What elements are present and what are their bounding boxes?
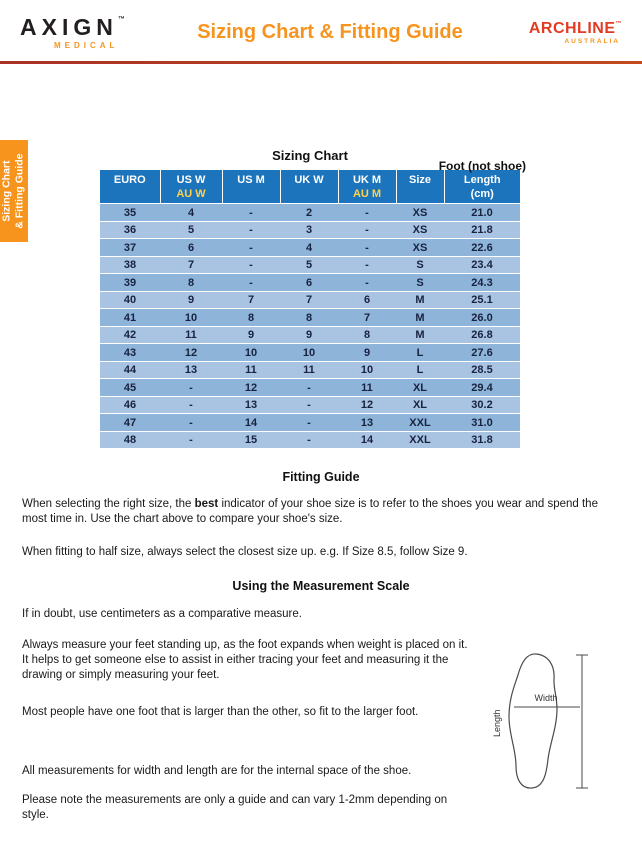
table-cell: 46: [100, 396, 160, 414]
page-header: [0, 0, 642, 61]
table-cell: M: [396, 291, 444, 309]
table-cell: 31.0: [444, 414, 520, 432]
sizing-table-body: [100, 204, 520, 449]
table-cell: -: [338, 204, 396, 222]
table-cell: 15: [222, 431, 280, 448]
foot-not-shoe-note: Foot (not shoe): [438, 159, 526, 173]
table-cell: -: [280, 414, 338, 432]
table-cell: 21.0: [444, 204, 520, 222]
table-cell: -: [222, 221, 280, 239]
table-cell: -: [222, 204, 280, 222]
table-cell: XXL: [396, 414, 444, 432]
paragraph-guide-only: Please note the measurements are only a guide and can vary 1-2mm depending on style.: [22, 793, 448, 822]
table-cell: 6: [160, 239, 222, 257]
table-cell: 8: [160, 274, 222, 292]
table-cell: 5: [280, 256, 338, 274]
table-cell: 4: [280, 239, 338, 257]
table-cell: 14: [338, 431, 396, 448]
sizing-table-head-row: [100, 170, 520, 204]
table-cell: 28.5: [444, 361, 520, 379]
length-label: Length: [492, 709, 502, 737]
table-cell: 6: [338, 291, 396, 309]
table-cell: 9: [338, 344, 396, 362]
table-cell: 7: [222, 291, 280, 309]
table-cell: 10: [160, 309, 222, 327]
table-cell: 7: [160, 256, 222, 274]
trademark-symbol: ™: [117, 15, 125, 23]
table-cell: 12: [222, 379, 280, 397]
table-cell: 4: [160, 204, 222, 222]
table-cell: -: [222, 256, 280, 274]
table-cell: -: [222, 274, 280, 292]
table-cell: 13: [338, 414, 396, 432]
table-cell: -: [280, 396, 338, 414]
table-row: [100, 221, 520, 239]
table-cell: 36: [100, 221, 160, 239]
paragraph-larger-foot: Most people have one foot that is larger than the other, so fit to the larger foot.: [22, 705, 419, 718]
paragraph-half-size: When fitting to half size, always select the closest size up. e.g. If Size 8.5, follow Size 9.: [22, 545, 468, 558]
table-cell: XL: [396, 379, 444, 397]
foot-outline-diagram: [492, 649, 592, 794]
column-header: Length (cm): [444, 170, 520, 204]
table-cell: -: [280, 379, 338, 397]
table-cell: 11: [222, 361, 280, 379]
table-row: [100, 431, 520, 448]
table-row: [100, 344, 520, 362]
table-row: [100, 361, 520, 379]
header-divider: [0, 61, 642, 64]
table-cell: -: [160, 396, 222, 414]
table-cell: -: [338, 274, 396, 292]
table-row: [100, 291, 520, 309]
table-cell: 23.4: [444, 256, 520, 274]
table-cell: 3: [280, 221, 338, 239]
table-cell: 48: [100, 431, 160, 448]
table-row: [100, 274, 520, 292]
table-cell: 44: [100, 361, 160, 379]
sizing-chart-title: Sizing Chart: [272, 148, 348, 163]
table-cell: -: [160, 379, 222, 397]
table-cell: 13: [222, 396, 280, 414]
measurement-scale-title: Using the Measurement Scale: [232, 579, 410, 594]
page-title: Sizing Chart & Fitting Guide: [197, 21, 463, 43]
table-cell: 31.8: [444, 431, 520, 448]
table-row: [100, 204, 520, 222]
table-cell: 6: [280, 274, 338, 292]
fitting-guide-title: Fitting Guide: [282, 470, 360, 484]
table-cell: 10: [338, 361, 396, 379]
table-row: [100, 414, 520, 432]
table-cell: 11: [160, 326, 222, 344]
table-cell: 25.1: [444, 291, 520, 309]
table-cell: 5: [160, 221, 222, 239]
paragraph-internal-space: All measurements for width and length are for the internal space of the shoe.: [22, 765, 412, 778]
table-row: [100, 309, 520, 327]
archline-logo-subtext: AUSTRALIA: [564, 37, 620, 45]
table-cell: 10: [280, 344, 338, 362]
table-cell: 39: [100, 274, 160, 292]
table-cell: -: [222, 239, 280, 257]
paragraph-centimeters: If in doubt, use centimeters as a comparative measure.: [22, 608, 302, 621]
column-header: EURO: [100, 170, 160, 204]
sizing-table-head: [100, 170, 520, 204]
table-cell: 24.3: [444, 274, 520, 292]
column-header: Size: [396, 170, 444, 204]
column-header: US W AU W: [160, 170, 222, 204]
table-cell: 7: [280, 291, 338, 309]
table-cell: 14: [222, 414, 280, 432]
table-cell: XS: [396, 221, 444, 239]
table-cell: -: [338, 221, 396, 239]
column-header: UK M AU M: [338, 170, 396, 204]
table-cell: 37: [100, 239, 160, 257]
table-row: [100, 396, 520, 414]
bold-best: best: [194, 498, 219, 510]
table-cell: 38: [100, 256, 160, 274]
paragraph-best-indicator: When selecting the right size, the best indicator of your shoe size is to refer to the shoes you wear and spend the most time in. Use the chart above to compare your shoe's size.: [22, 498, 598, 526]
table-cell: 43: [100, 344, 160, 362]
table-cell: XS: [396, 204, 444, 222]
table-cell: -: [338, 256, 396, 274]
column-header: UK W: [280, 170, 338, 204]
table-cell: 41: [100, 309, 160, 327]
side-tab: [0, 140, 28, 242]
paragraph-standing-up: Always measure your feet standing up, as the foot expands when weight is placed on it. It helps to get someone else to assist in either tracing your feet and measuring it the drawing or simply measuring your feet.: [22, 638, 468, 682]
table-cell: 47: [100, 414, 160, 432]
table-cell: 11: [338, 379, 396, 397]
trademark-symbol: ™: [615, 20, 622, 27]
width-label: Width: [534, 693, 558, 703]
table-cell: XL: [396, 396, 444, 414]
table-cell: 13: [160, 361, 222, 379]
table-cell: 9: [222, 326, 280, 344]
axign-logo-text: AXIGN™: [20, 13, 125, 40]
table-cell: S: [396, 274, 444, 292]
table-cell: 26.0: [444, 309, 520, 327]
table-cell: 8: [338, 326, 396, 344]
table-cell: 9: [160, 291, 222, 309]
table-cell: 2: [280, 204, 338, 222]
table-cell: 21.8: [444, 221, 520, 239]
foot-measurement-figure: [492, 649, 592, 794]
table-cell: 22.6: [444, 239, 520, 257]
table-cell: -: [280, 431, 338, 448]
archline-logo-text: ARCHLINE™: [528, 19, 622, 37]
table-row: [100, 379, 520, 397]
table-cell: 12: [160, 344, 222, 362]
table-cell: 11: [280, 361, 338, 379]
table-cell: 10: [222, 344, 280, 362]
table-cell: XS: [396, 239, 444, 257]
table-cell: S: [396, 256, 444, 274]
table-cell: 7: [338, 309, 396, 327]
table-cell: L: [396, 361, 444, 379]
sizing-chart-section: [100, 148, 526, 448]
table-cell: XXL: [396, 431, 444, 448]
table-cell: 27.6: [444, 344, 520, 362]
table-cell: M: [396, 326, 444, 344]
axign-logo-subtext: MEDICAL: [54, 40, 119, 50]
column-header: US M: [222, 170, 280, 204]
table-cell: -: [338, 239, 396, 257]
table-cell: M: [396, 309, 444, 327]
table-cell: 42: [100, 326, 160, 344]
archline-logo: [490, 21, 622, 45]
axign-logo: [20, 13, 170, 50]
table-cell: 8: [222, 309, 280, 327]
table-cell: -: [160, 414, 222, 432]
table-cell: L: [396, 344, 444, 362]
table-cell: 8: [280, 309, 338, 327]
table-cell: 29.4: [444, 379, 520, 397]
table-cell: -: [160, 431, 222, 448]
table-cell: 40: [100, 291, 160, 309]
table-cell: 35: [100, 204, 160, 222]
table-cell: 12: [338, 396, 396, 414]
table-row: [100, 239, 520, 257]
side-tab-label: Sizing Chart & Fitting Guide: [0, 153, 26, 229]
table-cell: 9: [280, 326, 338, 344]
table-row: [100, 256, 520, 274]
table-cell: 30.2: [444, 396, 520, 414]
table-row: [100, 326, 520, 344]
table-cell: 45: [100, 379, 160, 397]
foot-outline-icon: [509, 654, 557, 788]
sizing-table: [100, 170, 520, 448]
table-cell: 26.8: [444, 326, 520, 344]
